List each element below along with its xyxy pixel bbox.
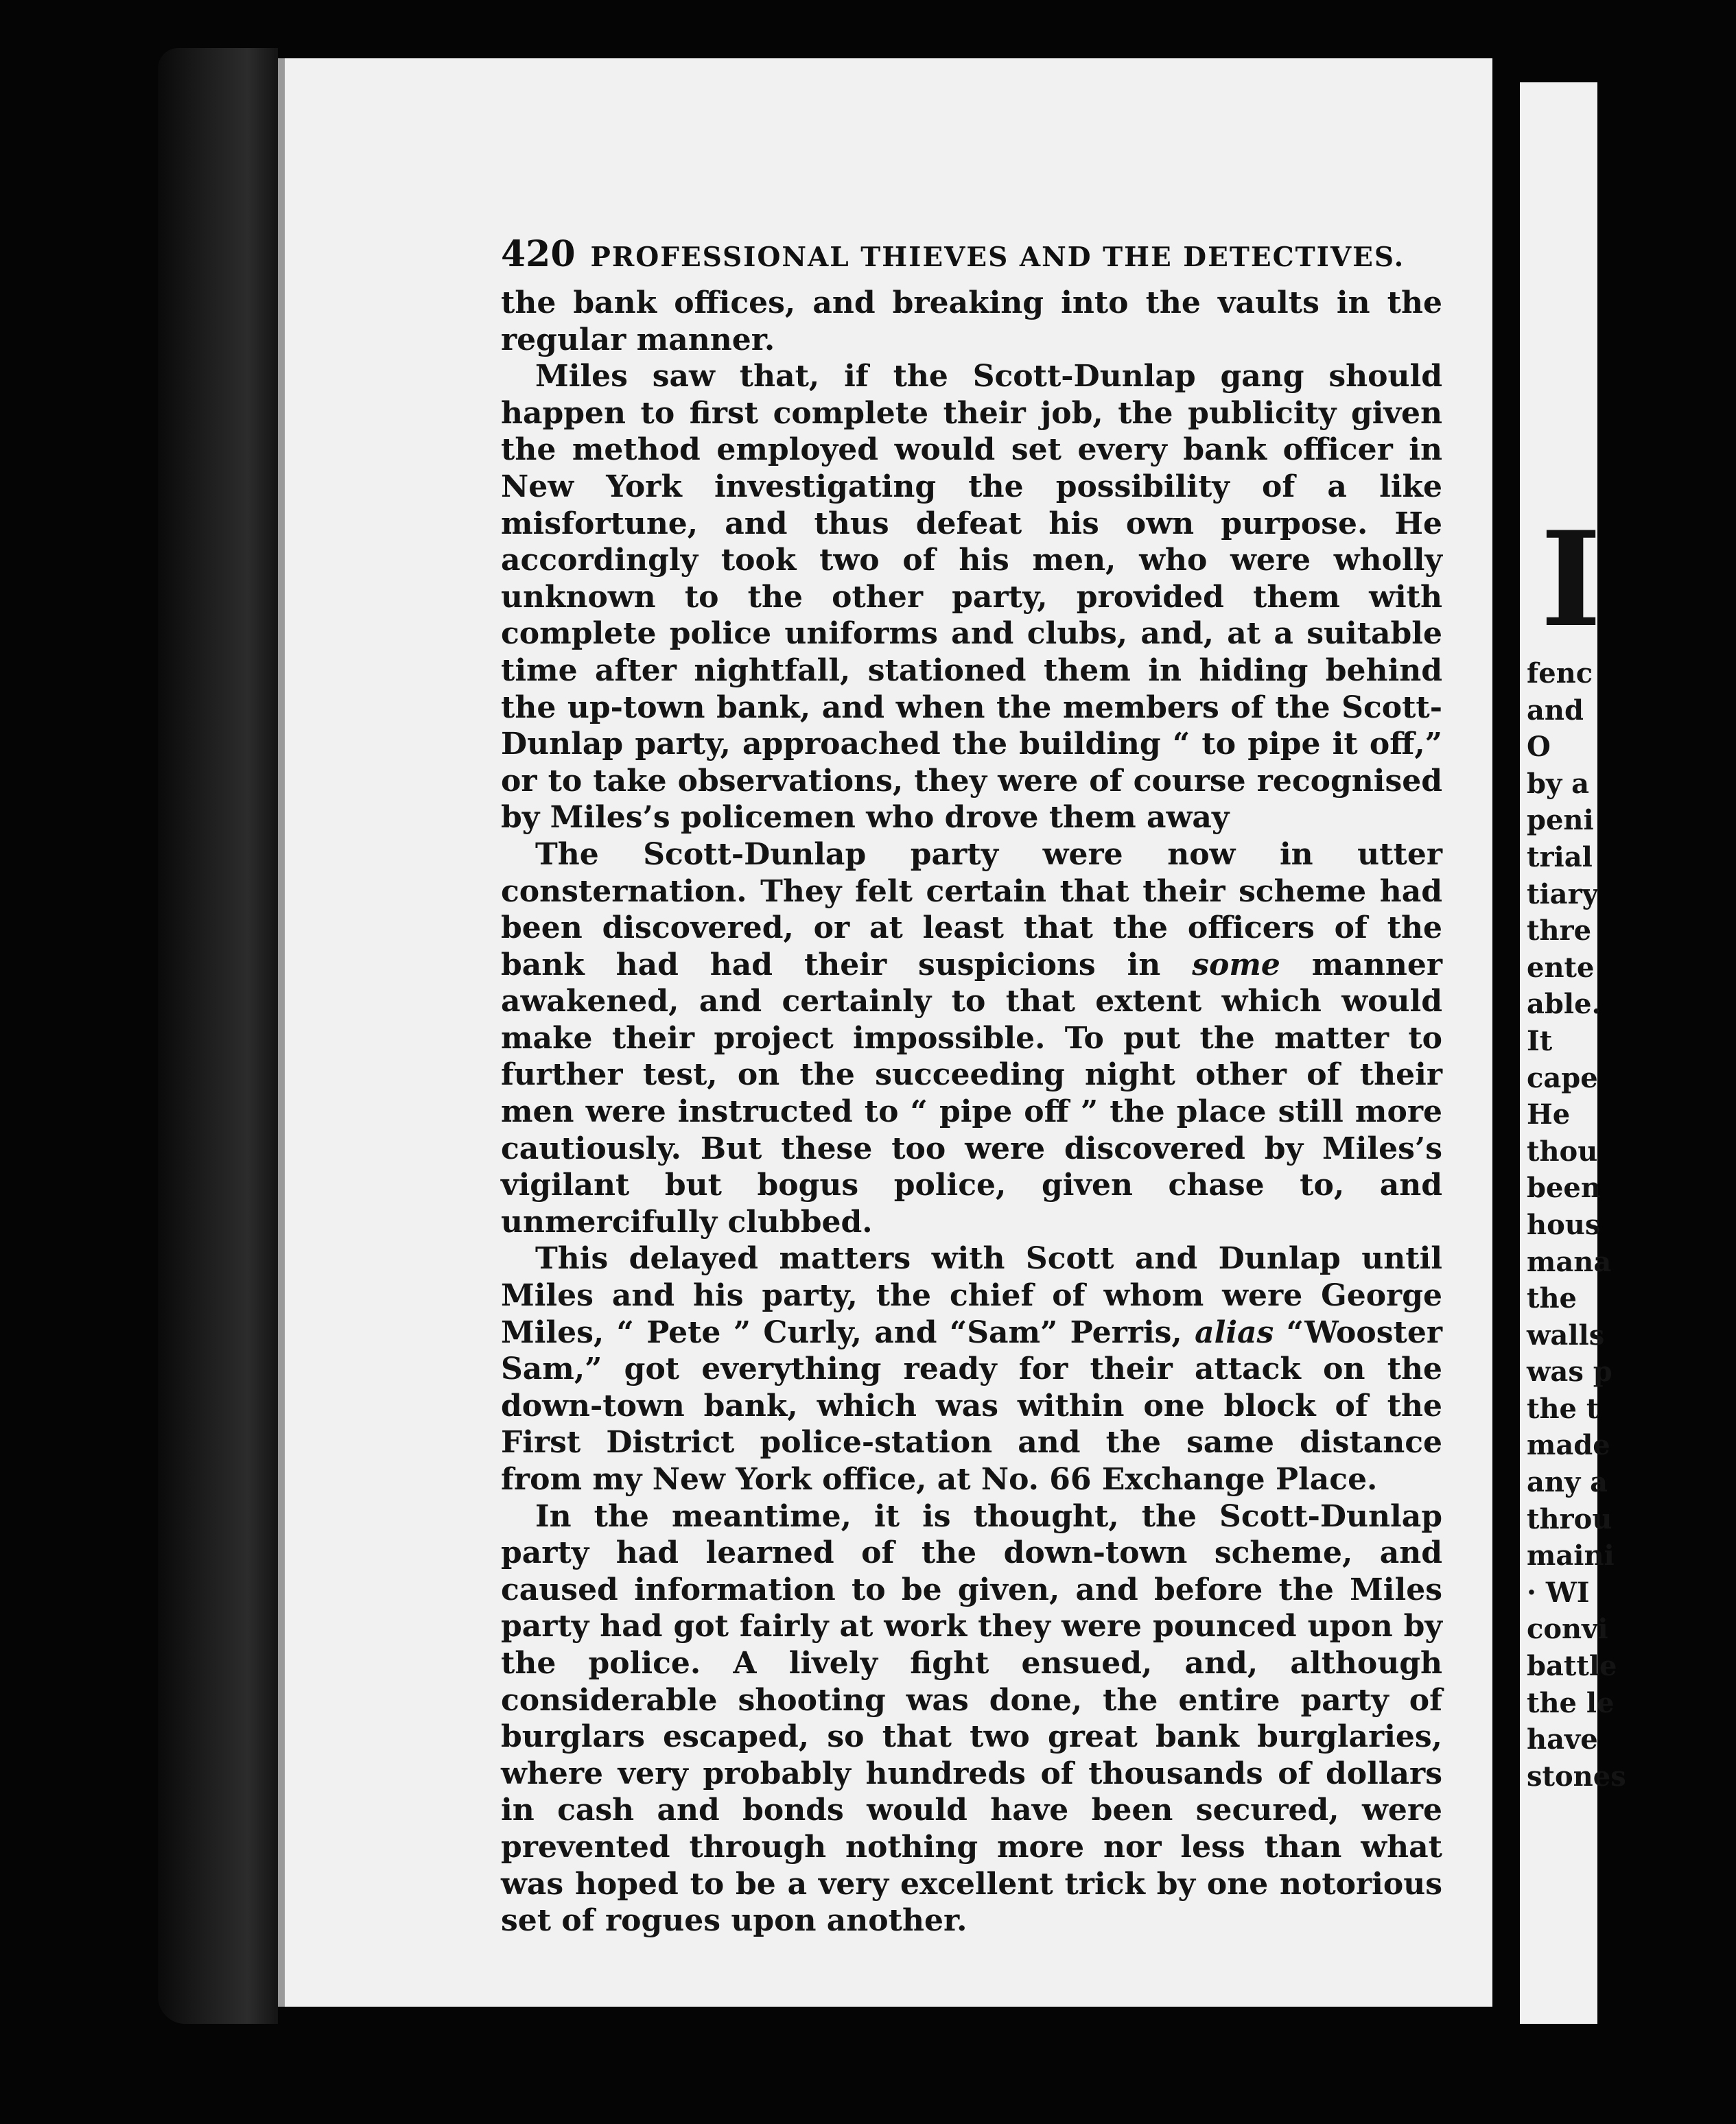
right-page-line: been xyxy=(1527,1172,1601,1205)
paragraph-3-part-1: The Scott-Dunlap party were now in utter consternation. They felt certain that their scheme had been discovered, or at least that the officers of the bank had had their suspicions in xyxy=(501,836,1442,982)
left-page xyxy=(278,58,1492,2007)
right-page xyxy=(1520,82,1626,2024)
right-page-line: O xyxy=(1527,731,1551,764)
right-page-line: convi xyxy=(1527,1613,1608,1646)
right-page-line: have xyxy=(1527,1723,1598,1756)
right-page-line: the t xyxy=(1527,1392,1599,1425)
right-page-line: walls xyxy=(1527,1319,1605,1352)
right-page-line: by a xyxy=(1527,767,1590,800)
body-text xyxy=(501,285,1442,1939)
paragraph-4 xyxy=(501,1240,1442,1498)
right-page-line: able. xyxy=(1527,988,1602,1021)
paragraph-4-part-2: “Wooster Sam,” got everything ready for their attack on the down-town bank, which was within one block of the First District police-station and the same distance from my New York office, at No. 66 Exchange Place. xyxy=(501,1314,1442,1497)
right-page-line: peni xyxy=(1527,804,1594,837)
paragraph-4-part-1: This delayed matters with Scott and Dunlap until Miles and his party, the chief of whom were George Miles, “ Pete ” Curly, and “Sam” Perris, xyxy=(501,1241,1442,1350)
right-page-line: the xyxy=(1527,1282,1577,1315)
paragraph-5: In the meantime, it is thought, the Scott-Dunlap party had learned of the down-town scheme, and caused information to be given, and before the Miles party had got fairly at work they were pounced upon by the police. A lively fight ensued, and, although considerable shooting was done, the entire party of burglars escaped, so that two great bank burglaries, where very probably hundreds of thousands of dollars in cash and bonds would have been secured, were prevented through nothing more nor less than what was hoped to be a very excellent trick by one notorious set of rogues upon another. xyxy=(501,1498,1442,1939)
right-page-line: mana xyxy=(1527,1245,1612,1278)
right-page-line: made xyxy=(1527,1429,1610,1462)
right-page-line: was p xyxy=(1527,1356,1612,1389)
right-page-line: fenc xyxy=(1527,657,1593,689)
running-head-title: PROFESSIONAL THIEVES AND THE DETECTIVES. xyxy=(590,241,1405,273)
right-page-line: thou xyxy=(1527,1135,1598,1168)
right-page-line: any a xyxy=(1527,1466,1608,1499)
right-page-line: hous xyxy=(1527,1208,1601,1241)
right-page-line: and xyxy=(1527,694,1584,727)
italic-some: some xyxy=(1192,947,1280,982)
right-page-line: It xyxy=(1527,1024,1553,1057)
drop-cap: I xyxy=(1540,503,1602,656)
paragraph-1: the bank offices, and breaking into the vaults in the regular manner. xyxy=(501,285,1442,357)
right-page-line: · WI xyxy=(1527,1576,1590,1609)
paragraph-3 xyxy=(501,836,1442,1241)
right-page-text xyxy=(1527,655,1733,1795)
right-page-line: maini xyxy=(1527,1539,1615,1572)
paragraph-2: Miles saw that, if the Scott-Dunlap gang should happen to first complete their job, the publicity given the method employed would set every bank officer in New York investigating the possibility of a like misfortune, and thus defeat his own purpose. He accordingly took two of his men, who were wholly unknown to the other party, provided them with complete police uniforms and clubs, and, at a suitable time after nightfall, stationed them in hiding behind the up-town bank, and when the members of the Scott-Dunlap party, approached the building “ to pipe it off,” or to take observations, they were of course recognised by Miles’s policemen who drove them away xyxy=(501,359,1442,836)
italic-alias: alias xyxy=(1195,1314,1274,1350)
right-page-line: the le xyxy=(1527,1686,1615,1719)
right-page-line: battle xyxy=(1527,1650,1617,1683)
right-page-line: stones xyxy=(1527,1760,1626,1793)
paragraph-3-part-2: manner awakened, and certainly to that extent which would make their project impossible. To put the matter to further test, on the succeeding night other of their men were instructed to “ pipe off ” the place still more cautiously. But these too were discovered by Miles’s vigilant but bogus police, given chase to, and unmercifully clubbed. xyxy=(501,947,1443,1240)
right-page-line: trial xyxy=(1527,840,1593,873)
right-page-line: cape xyxy=(1527,1061,1598,1094)
right-page-line: thre xyxy=(1527,914,1592,947)
book-edge xyxy=(158,48,278,2024)
right-page-line: tiary xyxy=(1527,877,1598,910)
right-page-line: He xyxy=(1527,1098,1571,1131)
page-number: 420 xyxy=(501,233,576,275)
right-page-line: ente xyxy=(1527,951,1595,984)
right-page-line: throu xyxy=(1527,1502,1612,1535)
